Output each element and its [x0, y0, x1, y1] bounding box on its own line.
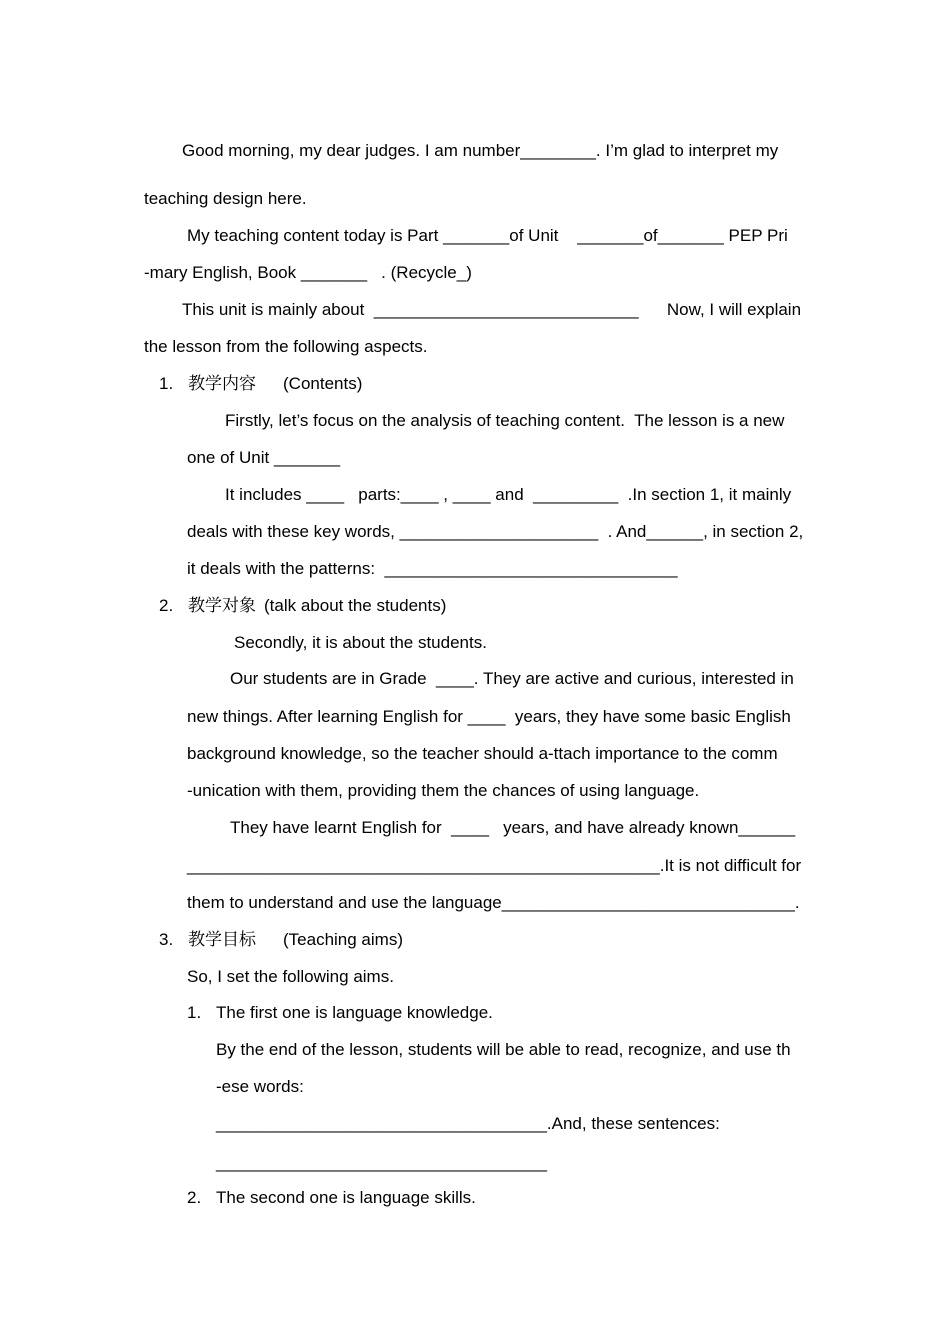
- aim-1-line-1: By the end of the lesson, students will be able to read, recognize, and use th: [216, 1040, 791, 1059]
- aim-2-title: The second one is language skills.: [216, 1188, 476, 1207]
- section-2-p2-line-4: -unication with them, providing them the chances of using language.: [187, 781, 700, 800]
- section-1-p2-line-3: it deals with the patterns: _______________________________: [187, 559, 678, 578]
- aim-1-line-2: -ese words:: [216, 1077, 304, 1096]
- section-1-heading-en: (Contents): [283, 374, 363, 393]
- section-2-p2-line-3: background knowledge, so the teacher should a-ttach importance to the comm: [187, 744, 778, 763]
- intro-line-3: My teaching content today is Part _______of Unit _______of_______ PEP Pri: [187, 226, 788, 245]
- aim-1-line-4: ___________________________________: [216, 1153, 547, 1172]
- section-2-heading-en: (talk about the students): [264, 596, 447, 615]
- section-2-p1: Secondly, it is about the students.: [234, 633, 487, 652]
- section-1-p2-line-1: It includes ____ parts:____ , ____ and _________ .In section 1, it mainly: [225, 485, 792, 504]
- section-1-number: 1.: [159, 374, 174, 393]
- section-1-p1-line-1: Firstly, let’s focus on the analysis of teaching content. The lesson is a new: [225, 411, 785, 430]
- section-2-heading-cn: 教学对象: [188, 596, 256, 616]
- aim-1-line-3: ___________________________________.And, these sentences:: [216, 1114, 720, 1133]
- section-1-heading-cn: 教学内容: [188, 374, 256, 394]
- aim-2-number: 2.: [187, 1188, 202, 1207]
- section-2-p2-line-1: Our students are in Grade ____. They are active and curious, interested in: [230, 669, 794, 688]
- section-2-p3-line-2: __________________________________________________.It is not difficult for: [187, 856, 802, 875]
- section-3-heading-en: (Teaching aims): [283, 930, 403, 949]
- section-1-p1-line-2: one of Unit _______: [187, 448, 341, 467]
- intro-line-1: Good morning, my dear judges. I am number________. I’m glad to interpret my: [182, 141, 779, 160]
- section-3-heading-cn: 教学目标: [188, 930, 256, 950]
- section-2-number: 2.: [159, 596, 174, 615]
- intro-line-2: teaching design here.: [144, 189, 307, 208]
- intro-line-5: This unit is mainly about ____________________________ Now, I will explain: [182, 300, 802, 319]
- aim-1-number: 1.: [187, 1003, 202, 1022]
- section-3-number: 3.: [159, 930, 174, 949]
- section-3-intro: So, I set the following aims.: [187, 967, 394, 986]
- aim-1-title: The first one is language knowledge.: [216, 1003, 493, 1022]
- section-2-p3-line-1: They have learnt English for ____ years, and have already known______: [230, 818, 796, 837]
- intro-line-4: -mary English, Book _______ . (Recycle_): [144, 263, 472, 282]
- section-2-p2-line-2: new things. After learning English for ____ years, they have some basic English: [187, 707, 791, 726]
- intro-line-6: the lesson from the following aspects.: [144, 337, 428, 356]
- section-1-p2-line-2: deals with these key words, _____________________ . And______, in section 2,: [187, 522, 804, 541]
- section-2-p3-line-3: them to understand and use the language_______________________________.: [187, 893, 800, 912]
